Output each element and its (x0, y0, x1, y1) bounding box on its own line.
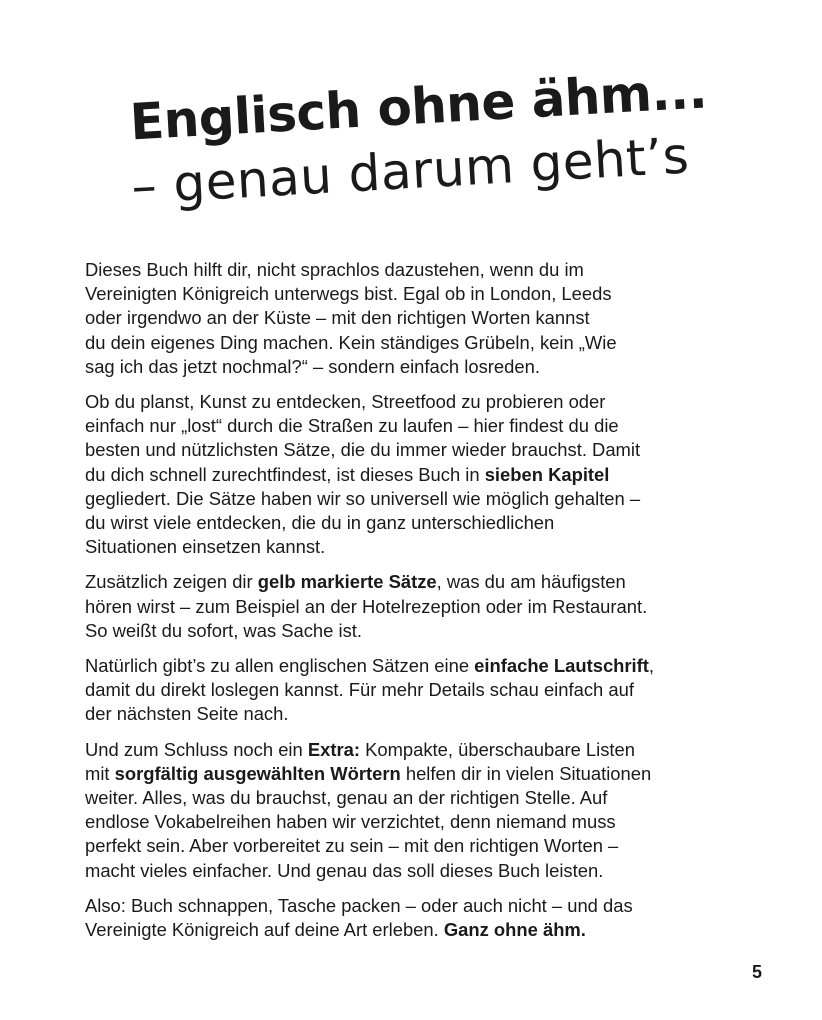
body-paragraph (85, 894, 685, 942)
text-run: du dich schnell zurechtfindest, ist dieses Buch in (85, 463, 485, 485)
body-paragraph (85, 570, 685, 643)
text-run: Natürlich gibt’s zu allen englischen Sätzen eine (85, 655, 475, 677)
text-run: du wirst viele entdecken, die du in ganz unterschiedlichen (85, 512, 555, 534)
text-run: helfen dir in vielen Situationen (400, 762, 652, 784)
text-run: oder irgendwo an der Küste – mit den richtigen Worten kannst (85, 307, 590, 329)
text-run: , (648, 655, 655, 677)
body-paragraph (85, 654, 685, 727)
page-heading (0, 47, 822, 243)
text-run: endlose Vokabelreihen haben wir verzichtet, denn niemand muss (85, 811, 616, 833)
text-run: du dein eigenes Ding machen. Kein ständiges Grübeln, kein „Wie (85, 331, 617, 353)
text-run: mit (85, 762, 115, 784)
page-number: 5 (752, 962, 763, 982)
heading-line-2: – genau darum geht’s (129, 126, 691, 216)
text-run: der nächsten Seite nach. (85, 703, 289, 725)
text-run: Kompakte, überschaubare Listen (359, 738, 635, 760)
text-run: macht vieles einfacher. Und genau das soll dieses Buch leisten. (85, 859, 604, 881)
text-run: perfekt sein. Aber vorbereitet zu sein – mit den richtigen Worten – (85, 835, 619, 857)
text-run: weiter. Alles, was du brauchst, genau an der richtigen Stelle. Auf (85, 787, 608, 809)
text-run: Dieses Buch hilft dir, nicht sprachlos dazustehen, wenn du im (85, 259, 584, 280)
body-text (85, 258, 685, 953)
text-run: , was du am häufigsten (436, 571, 626, 593)
text-run: Vereinigten Königreich unterwegs bist. Egal ob in London, Leeds (85, 283, 612, 305)
text-run: Vereinigte Königreich auf deine Art erleben. (85, 919, 444, 941)
body-paragraph (85, 258, 685, 379)
text-run: besten und nützlichsten Sätze, die du immer wieder brauchst. Damit (85, 439, 641, 461)
text-run: Und zum Schluss noch ein (85, 738, 308, 760)
text-run: sag ich das jetzt nochmal?“ – sondern einfach losreden. (85, 355, 540, 377)
text-run: Situationen einsetzen kannst. (85, 536, 326, 558)
text-run: So weißt du sofort, was Sache ist. (85, 619, 362, 641)
emphasis-text: Ganz ohne ähm. (443, 919, 586, 941)
body-paragraph (85, 738, 685, 883)
body-paragraph (85, 390, 685, 559)
text-run: gegliedert. Die Sätze haben wir so universell wie möglich gehalten – (85, 487, 641, 509)
emphasis-text: sorgfältig ausgewählten Wörtern (114, 762, 401, 784)
emphasis-text: gelb markierte Sätze (257, 571, 437, 593)
text-run: Zusätzlich zeigen dir (85, 571, 258, 593)
heading-line-1: Englisch ohne ähm... (128, 61, 709, 152)
emphasis-text: einfache Lautschrift (474, 655, 649, 677)
emphasis-text: sieben Kapitel (484, 463, 610, 485)
text-run: Also: Buch schnappen, Tasche packen – oder auch nicht – und das (85, 894, 633, 916)
text-run: hören wirst – zum Beispiel an der Hotelrezeption oder im Restaurant. (85, 595, 648, 617)
text-run: damit du direkt loslegen kannst. Für mehr Details schau einfach auf (85, 679, 634, 701)
text-run: einfach nur „lost“ durch die Straßen zu laufen – hier findest du die (85, 415, 619, 437)
text-run: Ob du planst, Kunst zu entdecken, Streetfood zu probieren oder (85, 391, 606, 413)
emphasis-text: Extra: (307, 738, 360, 760)
